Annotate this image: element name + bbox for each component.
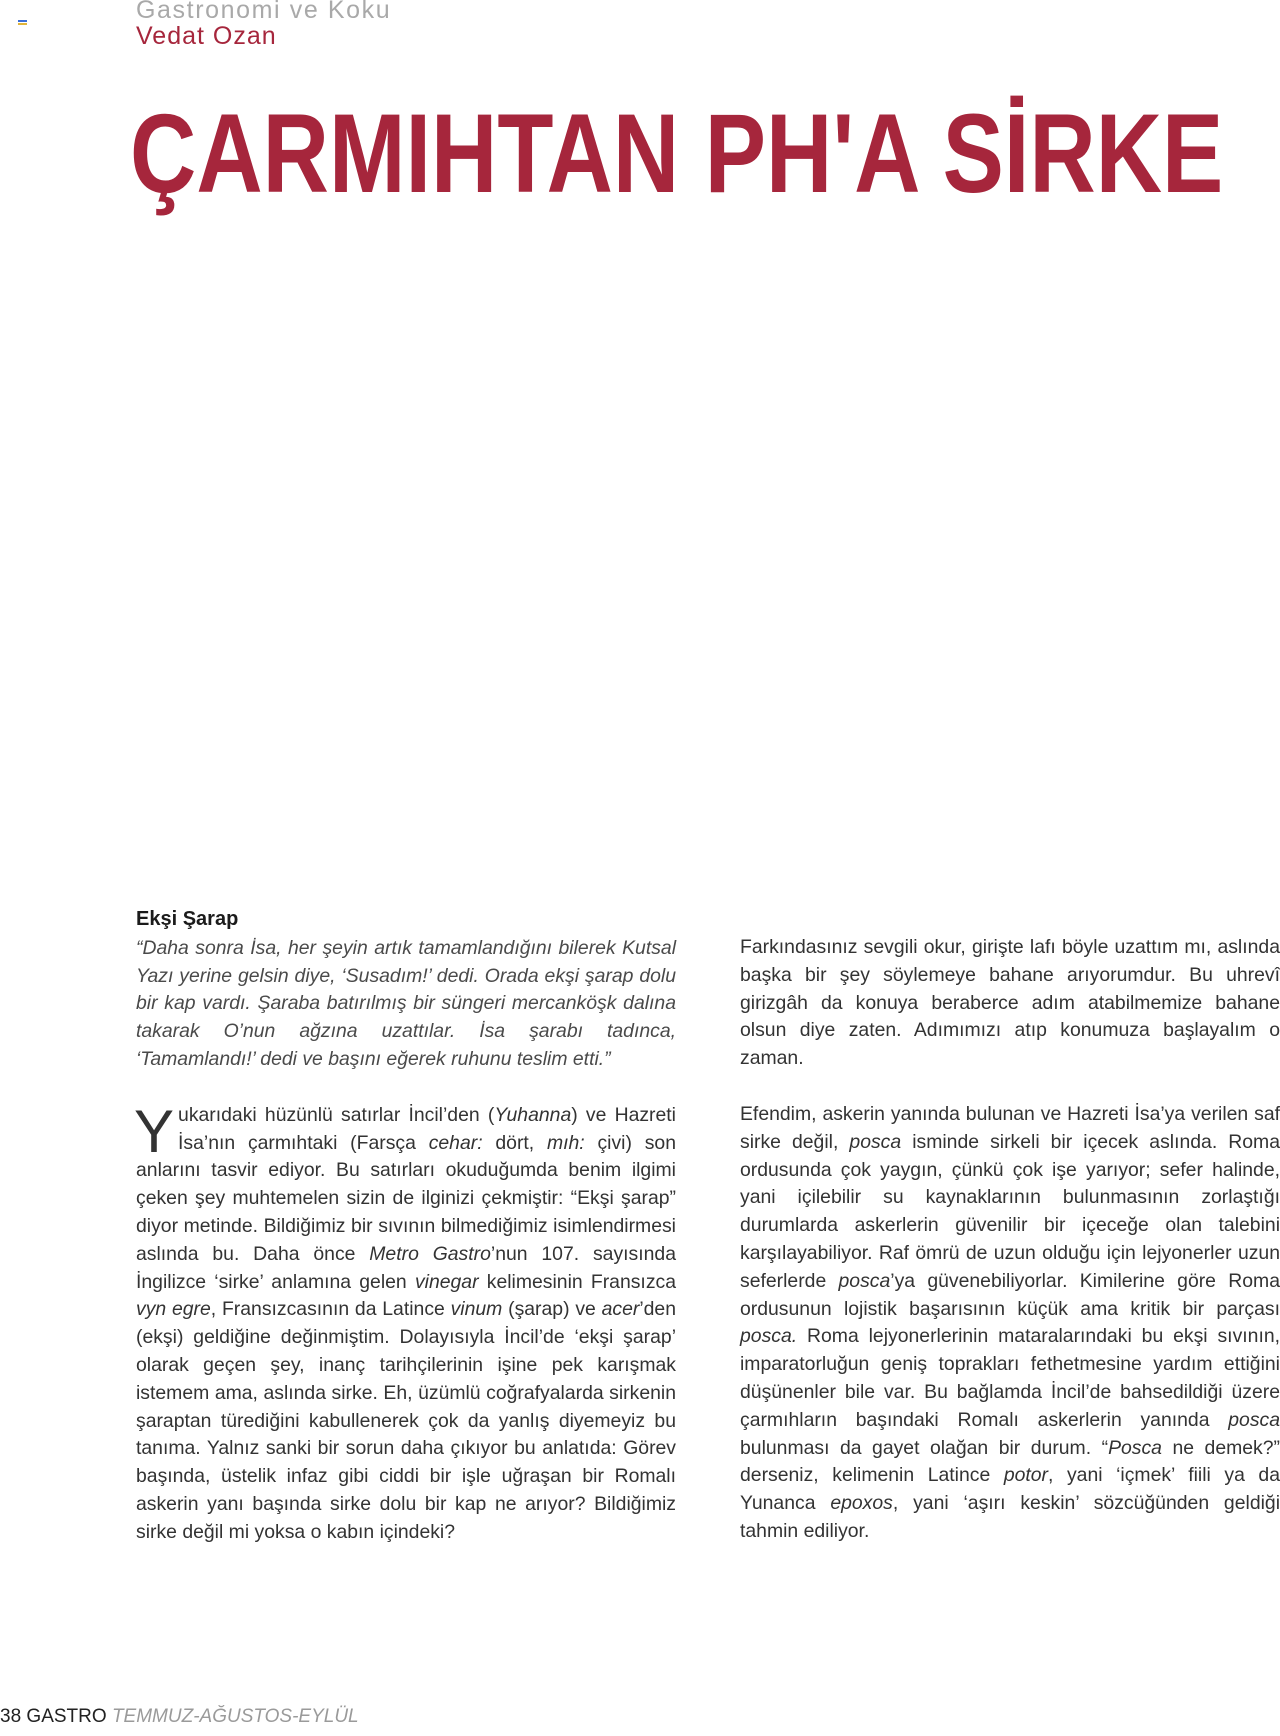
right-paragraph-1: Farkındasınız sevgili okur, girişte lafı böyle uzattım mı, aslında başka bir şey söylemeye bahane arıyorumdur. Bu uhrevî girizgâh da konuya beraberce adım atabilmemize bahane olsun diye zaten. Adımımızı atıp konumuza başlayalım o zaman.	[740, 936, 1280, 1070]
right-column	[740, 934, 1280, 1546]
section-subhead: Ekşi Şarap	[136, 908, 239, 930]
author-name: Vedat Ozan	[136, 22, 277, 50]
drop-cap: Y	[134, 1097, 175, 1165]
page-title: ÇARMIHTAN PH'A SİRKE	[130, 91, 1224, 216]
category-label: Gastronomi ve Koku	[136, 0, 392, 24]
intro-paragraph: Yukarıdaki hüzünlü satırlar İncil’den (Yuhanna) ve Hazreti İsa’nın çarmıhtaki (Farsça cehar: dört, mıh: çivi) son anlarını tasvir ediyor. Bu satırları okuduğumda benim ilgimi çeken şey muhtemelen sizin de ilginizi çekmiştir: “Ekşi şarap” diyor metinde. Bildiğimiz bir sıvının bilmediğimiz isimlendirmesi aslında bu. Daha önce Metro Gastro’nun 107. sayısında İngilizce ‘sirke’ anlamına gelen vinegar kelimesinin Fransızca vyn egre, Fransızcasının da Latince vinum (şarap) ve acer’den (ekşi) geldiğine değinmiştim. Dolayısıyla İncil’de ‘ekşi şarap’ olarak geçen şey, inanç tarihçilerinin işine pek karışmak istemem ama, aslında sirke. Eh, üzümlü coğrafyalarda sirkenin şaraptan türediğini kabullenerek çok da yanlış diyemeyiz bu tanıma. Yalnız sanki bir sorun daha çıkıyor bu anlatıda: Görev başında, üstelik infaz gibi ciddi bir işle uğraşan bir Romalı askerin yanı başında sirke dolu bir kap ne arıyor? Bildiğimiz sirke değil mi yoksa o kabın içindeki?	[134, 1097, 677, 1543]
menu-icon-bar	[18, 23, 27, 25]
left-column	[136, 906, 676, 1547]
magazine-name: GASTRO	[26, 1706, 107, 1727]
issue-label: TEMMUZ-AĞUSTOS-EYLÜL	[111, 1706, 359, 1727]
menu-icon[interactable]	[18, 20, 27, 27]
menu-icon-bar	[18, 20, 27, 22]
page-footer	[0, 1706, 359, 1728]
page-number: 38	[0, 1706, 22, 1727]
bible-quote: “Daha sonra İsa, her şeyin artık tamamlandığını bilerek Kutsal Yazı yerine gelsin diye, ‘Susadım!’ dedi. Orada ekşi şarap dolu bir kap vardı. Şaraba batırılmış bir süngeri mercanköşk dalına takarak O’nun ağzına uzattılar. İsa şarabı tadınca, ‘Tamamlandı!’ dedi ve başını eğerek ruhunu teslim etti.”	[136, 936, 676, 1070]
right-paragraph-2: Efendim, askerin yanında bulunan ve Hazreti İsa’ya verilen saf sirke değil, posca isminde sirkeli bir içecek aslında. Roma ordusunda çok yaygın, çünkü çok işe yarıyor; sefer halinde, yani içilebilir su kaynaklarının bulunmasının zorlaştığı durumlarda askerlerin güvenilir bir içeceğe olan talebini karşılayabiliyor. Raf ömrü de uzun olduğu için lejyonerler uzun seferlerde posca’ya güvenebiliyorlar. Kimilerine göre Roma ordusunun lojistik başarısının küçük ama kritik bir parçası posca. Roma lejyonerlerinin mataralarındaki bu ekşi sıvının, imparatorluğun geniş toprakları fethetmesine yardım ettiğini düşünenler bile var. Bu bağlamda İncil’de bahsedildiği üzere çarmıhların başındaki Romalı askerlerin yanında posca bulunması da gayet olağan bir durum. “Posca ne demek?” derseniz, kelimenin Latince potor, yani ‘içmek’ fiili ya da Yunanca epoxos, yani ‘aşırı keskin’ sözcüğünden geldiği tahmin ediliyor.	[740, 1102, 1280, 1542]
